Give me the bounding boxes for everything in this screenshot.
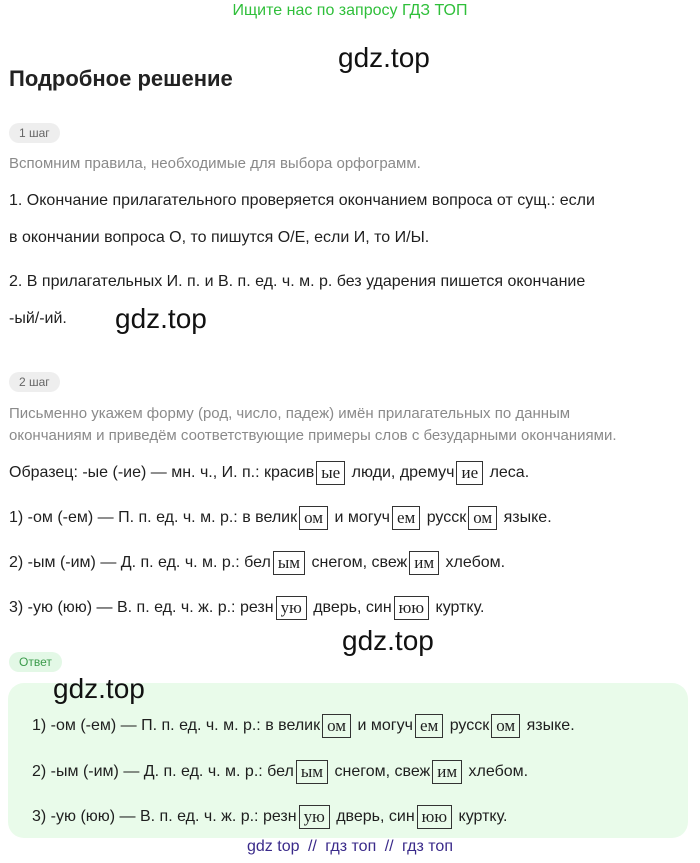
example-text: языке. (499, 509, 552, 527)
footer-links (0, 838, 700, 856)
example-text: 1) -ом (-ем) — П. п. ед. ч. м. р.: в велик (9, 509, 298, 527)
answer-line-3 (32, 805, 507, 829)
sample-text: люди, дремуч (347, 464, 455, 482)
example-line-3 (9, 596, 484, 620)
ending-box: ом (299, 506, 328, 530)
answer-text: снегом, свеж (330, 763, 431, 781)
example-text: и могуч (330, 509, 390, 527)
answer-text: куртку. (454, 808, 508, 826)
step-2-label: 2 шаг (9, 372, 60, 392)
ending-box: ым (296, 760, 328, 784)
step-1-badge (9, 123, 60, 143)
rule-2-line-2: -ый/-ий. (9, 310, 67, 327)
step-2-badge (9, 372, 60, 392)
step-1-hint: Вспомним правила, необходимые для выбора орфограмм. (9, 155, 421, 172)
ending-box: ым (273, 551, 305, 575)
step-1-label: 1 шаг (9, 123, 60, 143)
answer-text: хлебом. (464, 763, 529, 781)
example-text: русск (422, 509, 467, 527)
rule-1-line-1: 1. Окончание прилагательного проверяется окончанием вопроса от сущ.: если (9, 192, 595, 209)
ending-box: ую (276, 596, 307, 620)
sample-text: Образец: -ые (-ие) — мн. ч., И. п.: красив (9, 464, 315, 482)
ending-box: ем (392, 506, 420, 530)
ending-box: ие (456, 461, 483, 485)
sample-line (9, 461, 529, 485)
step-2-hint-line-2: окончаниям и приведём соответствующие примеры слов с безударными окончаниями. (9, 427, 617, 444)
footer-separator: // (307, 838, 317, 855)
example-line-1 (9, 506, 552, 530)
answer-label: Ответ (9, 652, 62, 672)
answer-text: 3) -ую (юю) — В. п. ед. ч. ж. р.: резн (32, 808, 297, 826)
example-text: снегом, свеж (307, 554, 408, 572)
footer-link-gdz-top-ru[interactable]: гдз топ (325, 838, 377, 855)
step-2-hint-line-1: Письменно укажем форму (род, число, падеж) имён прилагательных по данным (9, 405, 571, 422)
sample-text: леса. (485, 464, 530, 482)
ending-box: ую (299, 805, 330, 829)
example-text: куртку. (431, 599, 485, 617)
answer-text: русск (445, 717, 490, 735)
ending-box: им (409, 551, 439, 575)
page-title: Подробное решение (9, 66, 233, 91)
rule-2-line-1: 2. В прилагательных И. п. и В. п. ед. ч. м. р. без ударения пишется окончание (9, 273, 586, 290)
rule-1-line-2: в окончании вопроса О, то пишутся О/Е, если И, то И/Ы. (9, 229, 430, 246)
ending-box: ом (491, 714, 520, 738)
answer-text: 2) -ым (-им) — Д. п. ед. ч. м. р.: бел (32, 763, 294, 781)
watermark: gdz.top (342, 625, 434, 656)
ending-box: юю (394, 596, 429, 620)
watermark: gdz.top (53, 673, 145, 704)
ending-box: ем (415, 714, 443, 738)
ending-box: юю (417, 805, 452, 829)
ending-box: им (432, 760, 462, 784)
answer-text: и могуч (353, 717, 413, 735)
ending-box: ые (316, 461, 345, 485)
answer-line-2 (32, 760, 528, 784)
answer-text: языке. (522, 717, 575, 735)
footer-separator: // (384, 838, 394, 855)
example-text: хлебом. (441, 554, 506, 572)
footer-link-gdz-top[interactable]: gdz top (247, 838, 300, 855)
example-text: дверь, син (308, 599, 392, 617)
answer-line-1 (32, 714, 575, 738)
watermark: gdz.top (115, 303, 207, 334)
footer-link-gdz-top-ru-2[interactable]: гдз топ (402, 838, 453, 855)
answer-text: 1) -ом (-ем) — П. п. ед. ч. м. р.: в велик (32, 717, 321, 735)
ending-box: ом (322, 714, 351, 738)
ending-box: ом (468, 506, 497, 530)
search-banner: Ищите нас по запросу ГДЗ ТОП (232, 2, 468, 19)
watermark: gdz.top (338, 42, 430, 73)
example-line-2 (9, 551, 505, 575)
answer-badge (9, 652, 62, 672)
example-text: 2) -ым (-им) — Д. п. ед. ч. м. р.: бел (9, 554, 271, 572)
answer-text: дверь, син (331, 808, 415, 826)
example-text: 3) -ую (юю) — В. п. ед. ч. ж. р.: резн (9, 599, 274, 617)
